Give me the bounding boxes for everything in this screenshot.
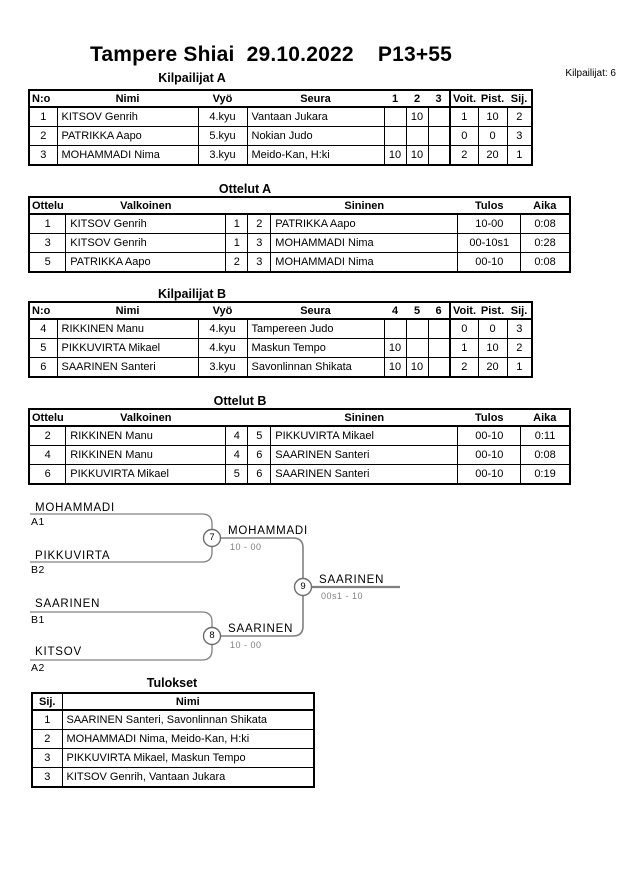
- cell: 1: [29, 107, 57, 127]
- cell: KITSOV Genrih: [66, 234, 226, 253]
- col-club: Seura: [247, 90, 384, 107]
- cell: 1: [507, 358, 532, 378]
- cell: [428, 319, 450, 339]
- match-row: [29, 214, 570, 234]
- cell: 20: [478, 358, 507, 378]
- header-row: [29, 197, 570, 214]
- cell: 3.kyu: [198, 146, 247, 166]
- bracket-entry-seed: A2: [31, 662, 45, 674]
- cell: 2: [29, 127, 57, 146]
- cell: Savonlinnan Shikata: [247, 358, 384, 378]
- cell: 6: [248, 446, 271, 465]
- bracket-match-score: 00s1 - 10: [321, 591, 364, 601]
- competitor-row: [29, 358, 532, 378]
- col-m4: 4: [384, 302, 406, 319]
- competitor-row: [29, 339, 532, 358]
- cell: PIKKUVIRTA Mikael: [57, 339, 198, 358]
- cell: 00-10: [458, 465, 521, 485]
- cell: 10: [384, 339, 406, 358]
- cell: 10: [406, 146, 428, 166]
- competitor-row: [29, 146, 532, 166]
- col-m2: 2: [406, 90, 428, 107]
- bracket-entry-name: MOHAMMADI: [35, 502, 116, 514]
- header-row: [29, 90, 532, 107]
- col-name: Nimi: [62, 693, 314, 710]
- cell: 2: [507, 339, 532, 358]
- cell: 3: [32, 749, 62, 768]
- cell: 4.kyu: [198, 339, 247, 358]
- cell: KITSOV Genrih: [66, 214, 226, 234]
- cell: MOHAMMADI Nima, Meido-Kan, H:ki: [62, 730, 314, 749]
- cell: 2: [450, 146, 478, 166]
- cell: 10: [478, 107, 507, 127]
- cell: 00-10: [458, 426, 521, 446]
- cell: 1: [450, 107, 478, 127]
- col-place: Sij.: [507, 302, 532, 319]
- match-row: [29, 253, 570, 273]
- col-match-no: Ottelu: [29, 409, 66, 426]
- cell: 4.kyu: [198, 319, 247, 339]
- bracket-winner-name: SAARINEN: [319, 574, 385, 586]
- cell: 10-00: [458, 214, 521, 234]
- cell: SAARINEN Santeri: [57, 358, 198, 378]
- col-blue-no: [248, 197, 271, 214]
- cell: KITSOV Genrih: [57, 107, 198, 127]
- kilpailijat-a-table: [28, 89, 533, 166]
- ottelut-b-table: [28, 408, 571, 485]
- bracket-match-number: 7: [209, 532, 215, 543]
- cell: RIKKINEN Manu: [57, 319, 198, 339]
- col-blue: Sininen: [271, 409, 458, 426]
- col-points: Pist.: [478, 302, 507, 319]
- col-white: Valkoinen: [66, 409, 226, 426]
- cell: PIKKUVIRTA Mikael: [66, 465, 226, 485]
- match-row: [29, 234, 570, 253]
- col-white-no: [226, 409, 248, 426]
- cell: 0:08: [521, 446, 570, 465]
- cell: 6: [29, 358, 57, 378]
- result-row: [32, 730, 314, 749]
- cell: 0: [450, 127, 478, 146]
- participants-count: Kilpailijat: 6: [565, 68, 616, 79]
- tulokset-table: [31, 692, 315, 788]
- cell: 5: [29, 339, 57, 358]
- cell: Tampereen Judo: [247, 319, 384, 339]
- cell: [384, 319, 406, 339]
- cell: 3: [32, 768, 62, 788]
- bracket-entry-name: PIKKUVIRTA: [35, 550, 111, 562]
- bracket-match-number: 8: [209, 630, 215, 641]
- col-belt: Vyö: [198, 90, 247, 107]
- col-white: Valkoinen: [66, 197, 226, 214]
- cell: 00-10s1: [458, 234, 521, 253]
- bracket-match-number: 9: [300, 581, 306, 592]
- result-row: [32, 768, 314, 788]
- cell: PATRIKKA Aapo: [271, 214, 458, 234]
- cell: 2: [248, 214, 271, 234]
- competitor-row: [29, 127, 532, 146]
- cell: 4: [226, 446, 248, 465]
- col-result: Tulos: [458, 409, 521, 426]
- cell: 0:08: [521, 253, 570, 273]
- bracket-entry-name: SAARINEN: [35, 598, 101, 610]
- section-heading-ottelut-a: Ottelut A: [218, 182, 272, 196]
- cell: RIKKINEN Manu: [66, 446, 226, 465]
- bracket-entry-name: KITSOV: [35, 646, 82, 658]
- cell: 4: [226, 426, 248, 446]
- ottelut-a-table: [28, 196, 571, 273]
- cell: PIKKUVIRTA Mikael: [271, 426, 458, 446]
- match-row: [29, 465, 570, 485]
- cell: Vantaan Jukara: [247, 107, 384, 127]
- cell: 2: [450, 358, 478, 378]
- bracket-match-score: 10 - 00: [230, 542, 262, 552]
- section-heading-kilpailijat-a: Kilpailijat A: [158, 71, 226, 85]
- col-m5: 5: [406, 302, 428, 319]
- cell: [428, 127, 450, 146]
- cell: 0: [478, 127, 507, 146]
- cell: PATRIKKA Aapo: [66, 253, 226, 273]
- col-place: Sij.: [32, 693, 62, 710]
- col-time: Aika: [521, 409, 570, 426]
- bracket-winner-name: MOHAMMADI: [228, 525, 309, 537]
- col-no: N:o: [29, 302, 57, 319]
- result-row: [32, 749, 314, 768]
- cell: [428, 358, 450, 378]
- cell: 0: [450, 319, 478, 339]
- cell: 0:08: [521, 214, 570, 234]
- cell: 10: [478, 339, 507, 358]
- col-m1: 1: [384, 90, 406, 107]
- col-points: Pist.: [478, 90, 507, 107]
- bracket-match-score: 10 - 00: [230, 640, 262, 650]
- cell: 4.kyu: [198, 107, 247, 127]
- page-title: Tampere Shiai 29.10.2022 P13+55: [89, 43, 453, 66]
- bracket-entry-seed: B2: [31, 564, 45, 576]
- cell: 10: [406, 358, 428, 378]
- cell: [384, 127, 406, 146]
- cell: 1: [226, 234, 248, 253]
- cell: 4: [29, 446, 66, 465]
- col-m6: 6: [428, 302, 450, 319]
- cell: 10: [406, 107, 428, 127]
- section-heading-ottelut-b: Ottelut B: [213, 394, 267, 408]
- cell: Nokian Judo: [247, 127, 384, 146]
- cell: 6: [29, 465, 66, 485]
- col-no: N:o: [29, 90, 57, 107]
- match-row: [29, 426, 570, 446]
- col-belt: Vyö: [198, 302, 247, 319]
- cell: 6: [248, 465, 271, 485]
- cell: [406, 319, 428, 339]
- cell: 1: [32, 710, 62, 730]
- cell: 3: [29, 234, 66, 253]
- cell: 0: [478, 319, 507, 339]
- col-place: Sij.: [507, 90, 532, 107]
- cell: SAARINEN Santeri: [271, 465, 458, 485]
- competitor-row: [29, 319, 532, 339]
- col-time: Aika: [521, 197, 570, 214]
- cell: 1: [29, 214, 66, 234]
- header-row: [29, 409, 570, 426]
- cell: 20: [478, 146, 507, 166]
- bracket-entry-seed: B1: [31, 614, 45, 626]
- kilpailijat-b-table: [28, 301, 533, 378]
- cell: SAARINEN Santeri, Savonlinnan Shikata: [62, 710, 314, 730]
- cell: 10: [384, 146, 406, 166]
- cell: 5: [248, 426, 271, 446]
- col-blue-no: [248, 409, 271, 426]
- cell: 2: [32, 730, 62, 749]
- cell: 2: [29, 426, 66, 446]
- cell: SAARINEN Santeri: [271, 446, 458, 465]
- cell: [406, 339, 428, 358]
- section-heading-tulokset: Tulokset: [146, 676, 198, 690]
- cell: 5: [226, 465, 248, 485]
- cell: 2: [507, 107, 532, 127]
- cell: 1: [226, 214, 248, 234]
- bracket-entry-seed: A1: [31, 516, 45, 528]
- cell: 3: [29, 146, 57, 166]
- col-name: Nimi: [57, 302, 198, 319]
- bracket-winner-name: SAARINEN: [228, 623, 294, 635]
- cell: 3: [507, 319, 532, 339]
- cell: Meido-Kan, H:ki: [247, 146, 384, 166]
- col-result: Tulos: [458, 197, 521, 214]
- header-row: [32, 693, 314, 710]
- cell: 0:11: [521, 426, 570, 446]
- section-heading-kilpailijat-b: Kilpailijat B: [157, 287, 227, 301]
- cell: MOHAMMADI Nima: [57, 146, 198, 166]
- col-blue: Sininen: [271, 197, 458, 214]
- col-white-no: [226, 197, 248, 214]
- cell: RIKKINEN Manu: [66, 426, 226, 446]
- elimination-bracket: [0, 497, 420, 682]
- col-match-no: Ottelu: [29, 197, 66, 214]
- cell: 3.kyu: [198, 358, 247, 378]
- result-row: [32, 710, 314, 730]
- cell: 4: [29, 319, 57, 339]
- cell: 0:19: [521, 465, 570, 485]
- header-row: [29, 302, 532, 319]
- cell: 3: [248, 234, 271, 253]
- cell: 1: [450, 339, 478, 358]
- cell: [384, 107, 406, 127]
- cell: PATRIKKA Aapo: [57, 127, 198, 146]
- cell: 3: [507, 127, 532, 146]
- cell: [428, 339, 450, 358]
- col-name: Nimi: [57, 90, 198, 107]
- cell: 5.kyu: [198, 127, 247, 146]
- col-club: Seura: [247, 302, 384, 319]
- cell: 1: [507, 146, 532, 166]
- cell: MOHAMMADI Nima: [271, 234, 458, 253]
- cell: Maskun Tempo: [247, 339, 384, 358]
- cell: MOHAMMADI Nima: [271, 253, 458, 273]
- cell: 00-10: [458, 446, 521, 465]
- cell: 0:28: [521, 234, 570, 253]
- cell: PIKKUVIRTA Mikael, Maskun Tempo: [62, 749, 314, 768]
- cell: 00-10: [458, 253, 521, 273]
- competitor-row: [29, 107, 532, 127]
- cell: 10: [384, 358, 406, 378]
- cell: 5: [29, 253, 66, 273]
- cell: [406, 127, 428, 146]
- cell: 3: [248, 253, 271, 273]
- match-row: [29, 446, 570, 465]
- col-wins: Voit.: [450, 302, 478, 319]
- cell: 2: [226, 253, 248, 273]
- cell: [428, 107, 450, 127]
- col-m3: 3: [428, 90, 450, 107]
- cell: [428, 146, 450, 166]
- cell: KITSOV Genrih, Vantaan Jukara: [62, 768, 314, 788]
- col-wins: Voit.: [450, 90, 478, 107]
